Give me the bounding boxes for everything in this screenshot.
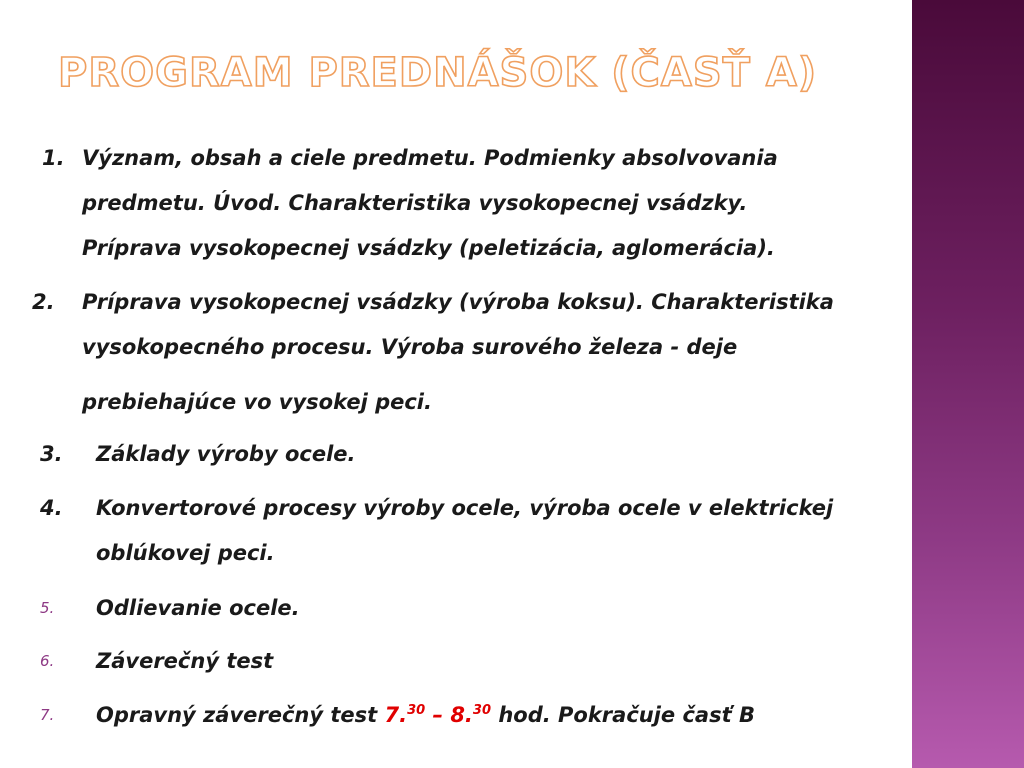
list-number: 4. <box>40 496 63 520</box>
list-item <box>96 432 356 477</box>
text-after-time: hod. Pokračuje časť B <box>491 703 755 727</box>
text-before-time: Opravný záverečný test <box>96 703 385 727</box>
list-item-line: Odlievanie ocele. <box>96 596 300 620</box>
list-number: 6. <box>40 652 55 670</box>
time-range <box>385 703 492 727</box>
list-number: 1. <box>42 146 65 170</box>
list-item-line <box>96 693 755 738</box>
list-item-line: Význam, obsah a ciele predmetu. Podmienky absolvovania <box>82 146 778 170</box>
time-end-minutes: 30 <box>472 703 492 718</box>
list-item <box>82 280 834 425</box>
list-item <box>96 693 755 738</box>
list-item-line: Základy výroby ocele. <box>96 442 356 466</box>
list-item <box>96 486 833 576</box>
slide-title: PROGRAM PREDNÁŠOK (ČASŤ A) <box>58 50 818 96</box>
list-item-line: vysokopecného procesu. Výroba surového železa - deje <box>82 335 738 359</box>
list-item <box>96 639 273 684</box>
list-item <box>96 586 300 631</box>
list-number: 7. <box>40 706 55 724</box>
list-item-line: oblúkovej peci. <box>96 541 275 565</box>
list-number: 3. <box>40 442 63 466</box>
list-item-line: Záverečný test <box>96 649 274 673</box>
time-start-minutes: 30 <box>407 703 426 718</box>
list-item-line: Príprava vysokopecnej vsádzky (výroba koksu). Charakteristika <box>82 290 834 314</box>
list-item-line: predmetu. Úvod. Charakteristika vysokopecnej vsádzky. <box>82 191 748 215</box>
decorative-side-band <box>912 0 1024 768</box>
time-separator: – 8. <box>425 703 473 727</box>
list-item-line: prebiehajúce vo vysokej peci. <box>82 390 432 414</box>
list-item <box>82 136 778 271</box>
list-number: 2. <box>32 290 55 314</box>
time-start: 7. <box>384 703 408 727</box>
list-number: 5. <box>40 599 55 617</box>
list-item-line: Príprava vysokopecnej vsádzky (peletizácia, aglomerácia). <box>82 236 775 260</box>
list-item-line: Konvertorové procesy výroby ocele, výroba ocele v elektrickej <box>96 496 834 520</box>
